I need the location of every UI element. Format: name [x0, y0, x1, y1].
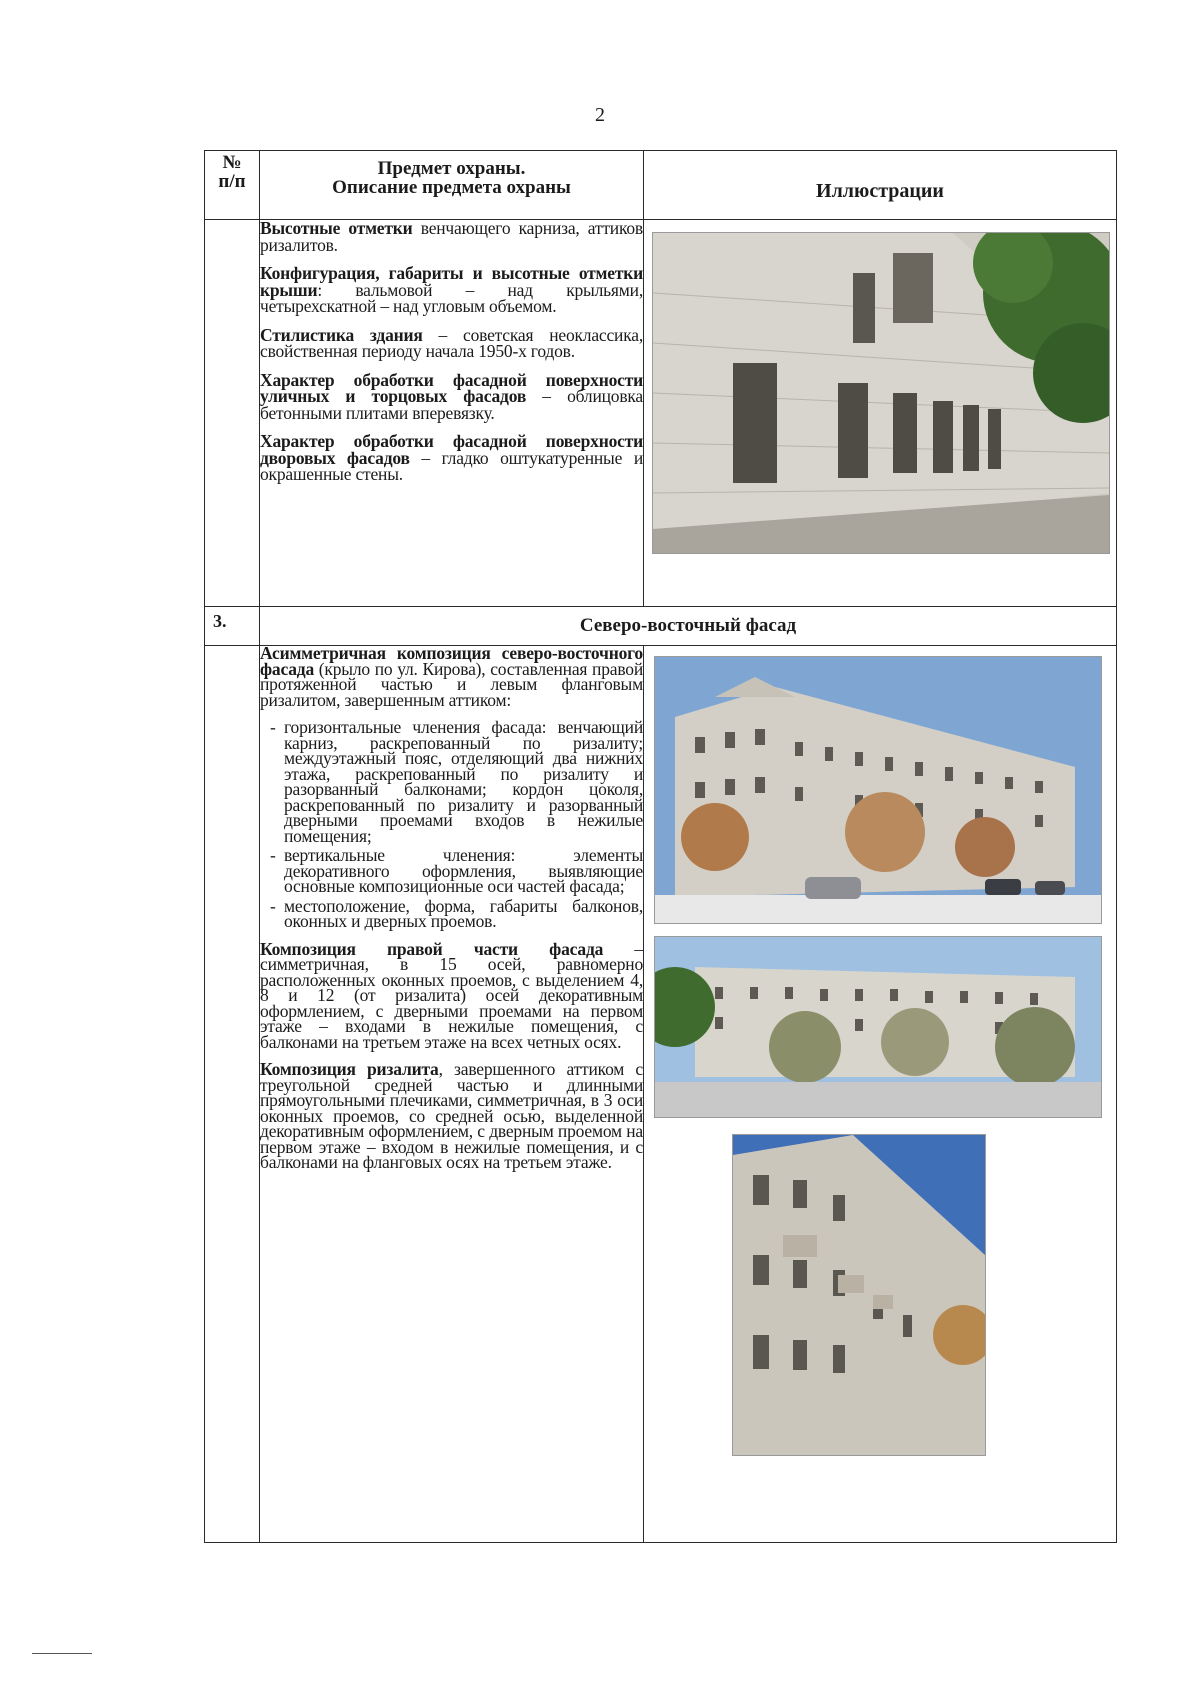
bold-term: Композиция правой части фасада	[260, 938, 604, 959]
paragraph-text: – облицовка бетонными плитами вперевязку.	[260, 386, 643, 423]
paragraph	[260, 1059, 644, 1172]
table-header-row	[205, 151, 1117, 220]
paragraph	[260, 643, 643, 710]
protection-table	[204, 150, 1117, 1543]
footer-rule	[32, 1653, 92, 1654]
northeast-facade-photo-3	[732, 1134, 986, 1456]
bold-term: Характер обработки фасадной поверхности дворовых фасадов	[260, 431, 643, 468]
paragraph	[260, 265, 643, 315]
paragraph-text: венчающего карниза, аттиков ризалитов.	[260, 218, 643, 255]
row-illustration	[644, 220, 1117, 607]
bold-term: Высотные отметки	[260, 218, 413, 238]
section-title: Северо-восточный фасад	[260, 607, 1117, 646]
bold-term: Асимметричная композиция северо-восточного фасада	[260, 643, 643, 679]
paragraph	[260, 938, 643, 1052]
northeast-facade-photo-1	[654, 656, 1102, 924]
northeast-facade-photo-2	[654, 936, 1102, 1118]
bold-term: Композиция ризалита	[260, 1059, 439, 1079]
paragraph-text: – гладко оштукатуренные и окрашенные стены.	[260, 447, 643, 484]
list-item: - горизонтальные членения фасада: венчающий карниз, раскрепованный по ризалиту; междуэтажный пояс, отделяющий два нижних этажа, раскрепованный по ризалиту и разорванный балконами; кордон цоколя, раскрепованный по ризалиту и разорванный дверными проемами входов в нежилые помещения;	[260, 720, 643, 844]
section-number: 3.	[205, 607, 260, 646]
paragraph-text: – симметричная, в 15 осей, равномерно расположенных оконных проемов, с выделением 4, 8 и 12 (от ризалита) осей декоративным оформлением, с дверными проемами на первом этаже – входами в нежилые помещения, с балконами на третьем этаже на всех четных осях.	[260, 938, 643, 1052]
table-row-3	[205, 646, 1117, 1543]
row-number-empty	[205, 220, 260, 607]
list-item: - местоположение, форма, габариты балконов, оконных и дверных проемов.	[260, 899, 643, 930]
row-number-empty	[205, 646, 260, 1543]
feature-list	[260, 717, 643, 931]
page-number: 2	[595, 104, 605, 126]
header-description	[260, 151, 644, 220]
paragraph-text: , завершенного аттиком с треугольной средней частью и длинными прямоугольными плечиками, симметричная, в 3 оси оконных проемов, со средней осью, выделенной декоративным оформлением, с дверным проемом на первом этаже – входом в нежилые помещения, и с балконами на фланговых осях на третьем этаже.	[260, 1059, 644, 1172]
header-number: № п/п	[205, 151, 260, 220]
bold-term: Стилистика здания	[260, 324, 423, 345]
paragraph-text: : вальмовой – над крыльями, четырехскатной – над угловым объемом.	[260, 279, 643, 316]
paragraph	[260, 220, 643, 253]
bold-term: Характер обработки фасадной поверхности уличных и торцовых фасадов	[260, 369, 643, 406]
row-description	[260, 643, 644, 1543]
header-desc-line2: Описание предмета охраны	[332, 177, 571, 198]
header-desc-line1: Предмет охраны.	[377, 158, 526, 179]
header-illustrations: Иллюстрации	[644, 151, 1117, 220]
paragraph-text: (крыло по ул. Кирова), составленная правой протяженной частью и левым фланговым ризалитом, завершенным аттиком:	[260, 658, 643, 710]
paragraph	[260, 369, 643, 423]
section-row-3	[205, 607, 1117, 646]
bold-term: Конфигурация, габариты и высотные отметки крыши	[260, 263, 643, 300]
paragraph-text: – советская неоклассика, свойственная периоду начала 1950-х годов.	[260, 324, 643, 361]
facade-photo-closeup	[652, 232, 1110, 554]
paragraph	[260, 433, 643, 483]
paragraph	[260, 324, 643, 361]
list-item: - вертикальные членения: элементы декоративного оформления, выявляющие основные композиционные оси частей фасада;	[260, 848, 643, 895]
row-illustration	[644, 646, 1117, 1543]
row-description	[260, 220, 644, 607]
table-row-continued	[205, 220, 1117, 607]
